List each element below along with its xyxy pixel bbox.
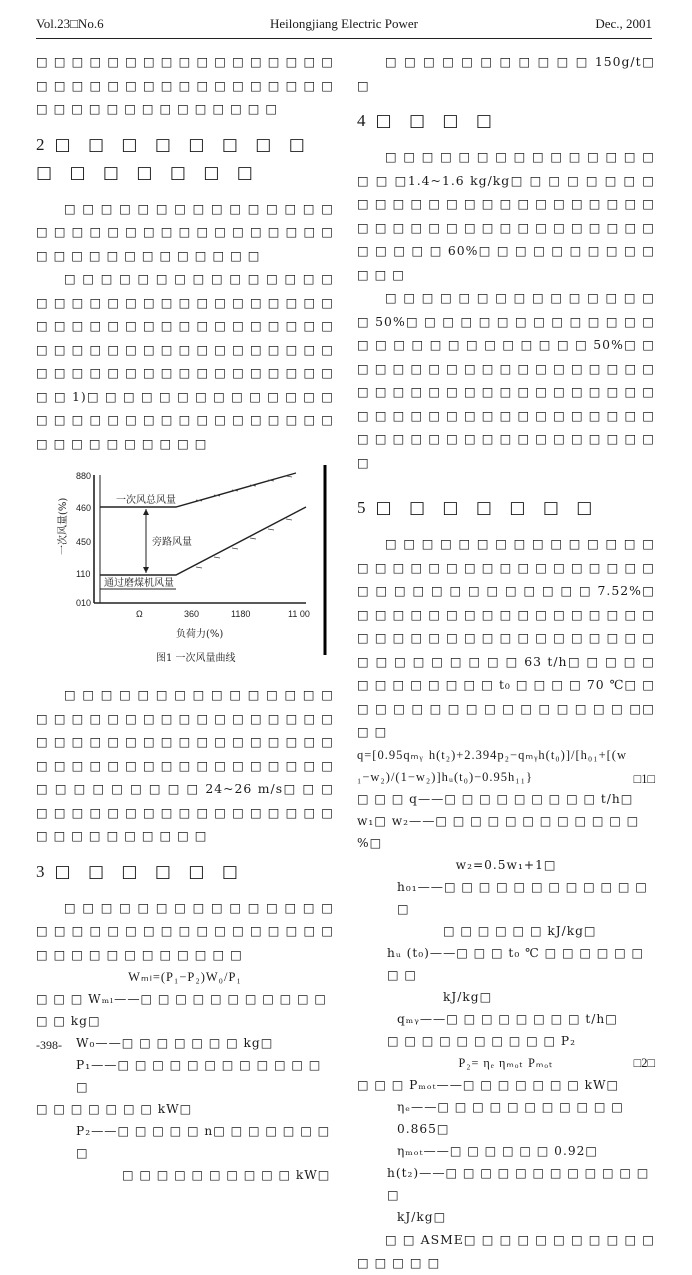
- right-column: [357, 50, 655, 1275]
- paragraph: □ □ ASME□ □ □ □ □ □ □ □ □ □ □ □ □ □ □ □: [357, 1231, 655, 1270]
- variable-definition: □ □ □ Wₘₗ——□ □ □ □ □ □ □ □ □ □ □ □ □ kg□: [36, 992, 327, 1028]
- variable-definition: ηₘₒₜ——□ □ □ □ □ □ 0.92□: [397, 1143, 598, 1158]
- equation-block: [357, 744, 655, 788]
- paragraph: □ □ □ □ □ □ □ □ □ □ □ □ □ □ □ □ □ □ □ □ □ □ □ □ □ □ □ □ □ □ □ □ □ □ □ □ □ □ □ □ □ □ □ □ □ □ □ □ □ □ □ □ □ □ □ □ □ □ □ □ □ □ □ □ □ □ □ □ □ □ □ □ □ □ □ □ □ □ □ □ □ □ □□ □ 1)□ □ □ □ □ □ □ □ □ □ □ □ □ □ □ □ □ □ □ □ □ □ □ □ □ □ □ □ □ □ □ □ □ □ □ □ □ □ □ □ □: [36, 271, 334, 451]
- section-heading: [357, 494, 655, 522]
- page-number: -398-: [36, 1038, 62, 1052]
- variable-definition: W₀——□ □ □ □ □ □ □ kg□: [76, 1036, 274, 1050]
- paragraph: □ □ □ □ □ □ □ □ □ □ □ □ □ □ □ □ □ □ □ □ □ □ □ □ □ □ □ □ □ □ □ □ □ □ □ □ □ □ □ □ □ □ □ □: [36, 899, 334, 962]
- section-number: 2: [36, 134, 45, 154]
- y-tick-label: 110: [76, 569, 91, 579]
- variable-definition: P₁——□ □ □ □ □ □ □ □ □ □ □ □ □: [76, 1058, 322, 1094]
- variable-definition: □ □ □ □ □ □ kJ/kg□: [443, 923, 597, 938]
- variable-definition: w₂=0.5w₁+1□: [455, 857, 557, 872]
- variable-definition: kJ/kg□: [397, 1209, 447, 1224]
- section-title: □ □ □ □ □ □: [54, 861, 244, 882]
- header-volume: Vol.23□No.6: [36, 16, 104, 31]
- variable-definition: □ □ □ □ □ □ □ □ □ □ P₂: [387, 1033, 576, 1048]
- paragraph: □ □ □ □ □ □ □ □ □ □ □ □ □ □ □ □ □ □ □ □ □ □ □ □ □ □ □ □ □ □ □ □ □ □ □ □ □ □ □ □ □ □ □ □ □: [36, 200, 334, 263]
- variable-definition: □ □ □ □ □ □ □ □ □ □ kW□: [122, 1168, 331, 1182]
- variable-definition: ηₑ——□ □ □ □ □ □ □ □ □ □ □ 0.865□: [397, 1099, 624, 1136]
- section-title: □ □ □ □ □ □ □: [375, 498, 599, 518]
- left-column: [36, 50, 334, 1186]
- paragraph: □ □ □ □ □ □ □ □ □ □ □ □ □ □ □ □ □ □ □ □ □ □ □ □ □ □ □ □ □ □ □ □ □ □ □ □ □ □ □ □ □ □ □ □ □ □ □ □: [36, 54, 334, 116]
- equation-number: □2□: [633, 1055, 655, 1070]
- curve-label-total: 一次风总风量: [116, 495, 176, 506]
- section-title: □ □ □ □ □ □ □ □ □ □ □ □ □ □ □: [36, 134, 311, 183]
- variable-definition: qₘᵧ——□ □ □ □ □ □ □ □ t/h□: [397, 1011, 618, 1026]
- header-journal: Heilongjiang Electric Power: [269, 16, 418, 31]
- paragraph: □ □ □ □ □ □ □ □ □ □ □ 150g/t□ □: [357, 54, 655, 93]
- equation-number: □1□: [633, 771, 655, 786]
- variable-definition: □ □ □ Pₘₒₜ——□ □ □ □ □ □ □ kW□: [357, 1077, 620, 1092]
- y-axis-label: 一次风量(%): [58, 497, 69, 555]
- section-heading: [36, 131, 334, 187]
- arrow-head-up: [143, 509, 149, 515]
- x-tick-label: Ω: [136, 609, 143, 619]
- x-tick-label: 11 00: [288, 609, 310, 619]
- variable-definition: h(t₂)——□ □ □ □ □ □ □ □ □ □ □ □ □: [387, 1165, 650, 1202]
- y-tick-label: 880: [76, 471, 92, 481]
- section-title: □ □ □ □: [375, 111, 498, 131]
- curve-label-bypass: 旁路风量: [152, 537, 192, 548]
- x-tick-label: 360: [184, 609, 200, 619]
- variable-definition: P₂——□ □ □ □ □ n□ □ □ □ □ □ □ □: [76, 1124, 331, 1160]
- y-tick-label: 450: [76, 537, 92, 547]
- paragraph: □ □ □ □ □ □ □ □ □ □ □ □ □ □ □ □ 50%□ □ □ □ □ □ □ □ □ □ □ □ □ □ □ □ □ □ □ □ □ □ □ □ □ □ □ 50%□ □ □ □ □ □ □ □ □ □ □ □ □ □ □ □ □ □ □ □ □ □ □ □ □ □ □ □ □ □ □ □ □ □ □ □ □ □ □ □ □ □ □ □ □ □ □ □ □ □ □ □ □ □ □ □ □ □ □ □ □ □ □ □ □ □ □ □ □ □ □: [357, 290, 655, 470]
- arrow-head-down: [143, 567, 149, 573]
- paragraph: □ □ □ □ □ □ □ □ □ □ □ □ □ □ □ □ □ □ □ □ □ □ □ □ □ □ □ □ □ □ □ □ □ □ □ □ □ □ □ □ □ □ □ □ □ □ □ □ □ □ □ □ □ □ □ □ □ □ □ □ □ □ □ □ □ □ □ □ □ □ □ □ □ □ □ 24~26 m/s□ □ □ □ □ □ □ □ □ □ □ □ □ □ □ □ □ □ □ □ □ □ □ □ □ □ □ □ □ □: [36, 687, 334, 843]
- curve-label-mill: 通过磨煤机风量: [104, 578, 174, 589]
- running-header: [36, 14, 652, 36]
- section-number: 3: [36, 861, 45, 881]
- variable-definition: kJ/kg□: [443, 989, 493, 1004]
- section-number: 5: [357, 498, 366, 517]
- equation: P₂= ηₑ ηₘₒₜ Pₘₒₜ: [458, 1055, 554, 1070]
- variable-definition: □ □ □ □ □ □ □ kW□: [36, 1102, 193, 1116]
- section-heading: [36, 858, 334, 886]
- paragraph: □ □ □ □ □ □ □ □ □ □ □ □ □ □ □ □ □ □ □ □ □ □ □ □ □ □ □ □ □ □ □ □ □ □ □ □ □ □ □ □ □ □ □ □ □ 7.52%□ □ □ □ □ □ □ □ □ □ □ □ □ □ □ □ □ □ □ □ □ □ □ □ □ □ □ □ □ □ □ □ □ □ □ □ □ □ □ □ □ □ □ □ 63 t/h□ □ □ □ □ □ □ □ □ □ □ □ □ t₀ □ □ □ □ 70 ℃□ □ □ □ □ □ □ □ □ □ □ □ □ □ □ □ □ □□□ □: [357, 536, 655, 739]
- variable-definition: hᵤ (t₀)——□ □ □ t₀ ℃ □ □ □ □ □ □ □ □: [387, 945, 645, 982]
- figure-1-chart: [36, 465, 334, 665]
- figure-1: [36, 465, 334, 679]
- equation: q=[0.95qₘᵧ h(t₂)+2.394p₂−qₘᵧh(t₀)]/[h₀₁+[(w₁−w₂)/(1−w₂)]hᵤ(t₀)−0.95h₁₁}: [357, 747, 627, 784]
- section-heading: [357, 107, 655, 135]
- variable-definition: □ □ □ q——□ □ □ □ □ □ □ □ □ t/h□: [357, 791, 634, 806]
- y-tick-label: 460: [76, 503, 92, 513]
- variable-definition: h₀₁——□ □ □ □ □ □ □ □ □ □ □ □ □: [397, 879, 648, 916]
- header-date: Dec., 2001: [595, 16, 652, 31]
- variable-definition: w₁□ w₂——□ □ □ □ □ □ □ □ □ □ □ □ %□: [357, 813, 640, 850]
- section-number: 4: [357, 111, 366, 130]
- y-tick-label: 010: [76, 598, 92, 608]
- paragraph: □ □ □ □ □ □ □ □ □ □ □ □ □ □ □ □ □ □1.4~1.6 kg/kg□ □ □ □ □ □ □ □ □ □ □ □ □ □ □ □ □ □ □ □ □ □ □ □ □ □ □ □ □ □ □ □ □ □ □ □ □ □ □ □ □ □ □ □ □ □ □ 60%□ □ □ □ □ □ □ □ □ □ □ □ □: [357, 149, 655, 282]
- mill-air-curve: [100, 507, 306, 575]
- x-tick-label: 1180: [231, 609, 251, 619]
- x-axis-label: 负荷力(%): [176, 629, 224, 640]
- header-rule: [36, 38, 652, 39]
- equation: Wₘₗ=(P₁−P₂)W₀/P₁: [128, 970, 242, 984]
- figure-caption: 图1 一次风量曲线: [156, 653, 236, 664]
